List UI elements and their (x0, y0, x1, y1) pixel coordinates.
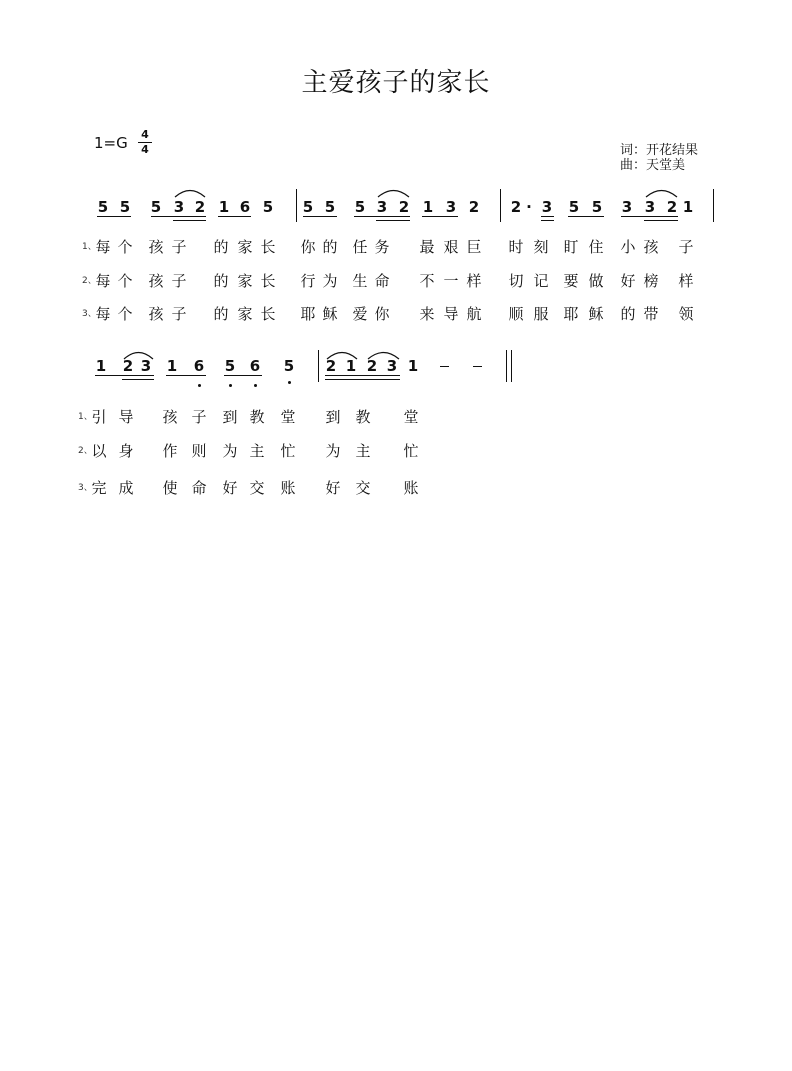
lyric-char: 完 (91, 479, 107, 497)
jianpu-note: 5 (262, 198, 274, 216)
lyric-char: 的 (322, 238, 338, 256)
lyric-char: 为 (222, 442, 238, 460)
lyric-char: 主 (249, 442, 265, 460)
beam-underline (568, 216, 604, 217)
lyric-char: 命 (191, 479, 207, 497)
lyric-char: 到 (325, 408, 341, 426)
lyric-char: 引 (91, 408, 107, 426)
lyric-char: 样 (466, 272, 482, 290)
jianpu-note: · (526, 198, 532, 216)
jianpu-note: 2 (122, 357, 134, 375)
lyric-char: 稣 (588, 305, 604, 323)
lyric-char: 爱 (352, 305, 368, 323)
jianpu-note: 2 (468, 198, 480, 216)
jianpu-note: 1 (95, 357, 107, 375)
verse-number: 3、 (78, 483, 93, 493)
lyric-char: 个 (117, 272, 133, 290)
lyric-char: 长 (260, 272, 276, 290)
jianpu-note: 1 (218, 198, 230, 216)
lyric-char: 务 (374, 238, 390, 256)
verse-number: 1、 (82, 242, 97, 252)
lyric-char: 到 (222, 408, 238, 426)
jianpu-note: 3 (644, 198, 656, 216)
lyric-char: 的 (620, 305, 636, 323)
beam-underline (541, 216, 554, 217)
verse-number: 2、 (82, 276, 97, 286)
lyric-char: 子 (171, 305, 187, 323)
jianpu-note: 2 (194, 198, 206, 216)
barline (296, 189, 297, 222)
jianpu-note: 2 (366, 357, 378, 375)
slur-arc (123, 345, 154, 357)
lyric-char: 时 (508, 238, 524, 256)
verse-number: 1、 (78, 412, 93, 422)
lyric-char: 领 (678, 305, 694, 323)
slur-arc (174, 183, 206, 195)
jianpu-note: 1 (422, 198, 434, 216)
lyric-char: 榜 (643, 272, 659, 290)
sustain-dash (440, 366, 449, 367)
jianpu-note: 5 (150, 198, 162, 216)
lyric-char: 忙 (403, 442, 419, 460)
lyric-char: 作 (162, 442, 178, 460)
lyric-char: 子 (191, 408, 207, 426)
lyric-char: 个 (117, 238, 133, 256)
lyric-char: 一 (443, 272, 459, 290)
jianpu-note: 1 (166, 357, 178, 375)
jianpu-note: 5 (302, 198, 314, 216)
lyric-char: 带 (643, 305, 659, 323)
lyric-char: 生 (352, 272, 368, 290)
octave-dot (254, 384, 257, 387)
song-title: 主爱孩子的家长 (301, 68, 491, 98)
lyric-char: 的 (213, 272, 229, 290)
lyric-char: 账 (280, 479, 296, 497)
lyric-char: 身 (118, 442, 134, 460)
jianpu-note: 6 (239, 198, 251, 216)
lyric-char: 任 (352, 238, 368, 256)
beam-underline (541, 220, 554, 221)
beam-underline (354, 216, 410, 217)
lyric-char: 个 (117, 305, 133, 323)
jianpu-note: 6 (249, 357, 261, 375)
lyric-char: 子 (678, 238, 694, 256)
octave-dot (229, 384, 232, 387)
lyric-char: 切 (508, 272, 524, 290)
lyric-char: 做 (588, 272, 604, 290)
lyric-char: 耶 (563, 305, 579, 323)
lyric-char: 命 (374, 272, 390, 290)
lyric-char: 家 (237, 238, 253, 256)
jianpu-note: 1 (345, 357, 357, 375)
composer-credit: 曲：天堂美 (620, 158, 686, 173)
lyric-char: 孩 (148, 238, 164, 256)
beam-underline (376, 220, 410, 221)
lyric-char: 艰 (443, 238, 459, 256)
beam-underline (173, 220, 206, 221)
beam-underline (621, 216, 678, 217)
beam-underline (224, 375, 262, 376)
lyric-char: 你 (300, 238, 316, 256)
lyric-char: 子 (171, 272, 187, 290)
jianpu-note: 5 (591, 198, 603, 216)
octave-dot (288, 381, 291, 384)
lyric-char: 教 (249, 408, 265, 426)
lyric-char: 孩 (643, 238, 659, 256)
jianpu-note: 1 (682, 198, 694, 216)
beam-underline (218, 216, 251, 217)
lyric-char: 你 (374, 305, 390, 323)
lyric-char: 长 (260, 238, 276, 256)
beam-underline (325, 375, 400, 376)
barline (318, 350, 319, 382)
jianpu-note: 2 (510, 198, 522, 216)
lyricist-credit: 词：开花结果 (620, 143, 699, 158)
lyric-char: 来 (419, 305, 435, 323)
beam-underline (325, 379, 400, 380)
lyric-char: 好 (325, 479, 341, 497)
lyric-char: 堂 (403, 408, 419, 426)
lyric-char: 交 (249, 479, 265, 497)
jianpu-note: 5 (324, 198, 336, 216)
lyric-char: 家 (237, 272, 253, 290)
slur-arc (645, 183, 678, 195)
jianpu-note: 3 (140, 357, 152, 375)
lyric-char: 记 (533, 272, 549, 290)
lyric-char: 每 (95, 272, 111, 290)
lyric-char: 成 (118, 479, 134, 497)
lyric-char: 顺 (508, 305, 524, 323)
jianpu-note: 3 (376, 198, 388, 216)
jianpu-note: 5 (224, 357, 236, 375)
lyric-char: 的 (213, 238, 229, 256)
beam-underline (95, 375, 154, 376)
verse-number: 2、 (78, 446, 93, 456)
verse-number: 3、 (82, 309, 97, 319)
sustain-dash (473, 366, 482, 367)
lyric-char: 家 (237, 305, 253, 323)
lyric-char: 行 (300, 272, 316, 290)
beam-underline (303, 216, 337, 217)
lyric-char: 最 (419, 238, 435, 256)
lyric-char: 使 (162, 479, 178, 497)
slur-arc (367, 345, 400, 357)
lyric-char: 航 (466, 305, 482, 323)
jianpu-note: 5 (283, 357, 295, 375)
barline (713, 189, 714, 222)
jianpu-note: 5 (568, 198, 580, 216)
jianpu-note: 3 (445, 198, 457, 216)
lyric-char: 则 (191, 442, 207, 460)
barline (511, 350, 512, 382)
beam-underline (422, 216, 458, 217)
lyric-char: 服 (533, 305, 549, 323)
lyric-char: 孩 (162, 408, 178, 426)
lyric-char: 子 (171, 238, 187, 256)
lyric-char: 刻 (533, 238, 549, 256)
octave-dot (198, 384, 201, 387)
beam-underline (644, 220, 678, 221)
lyric-char: 好 (620, 272, 636, 290)
slur-arc (326, 345, 358, 357)
lyric-char: 长 (260, 305, 276, 323)
lyric-char: 住 (588, 238, 604, 256)
lyric-char: 导 (118, 408, 134, 426)
beam-underline (166, 375, 206, 376)
time-signature-bottom: 4 (141, 143, 149, 156)
jianpu-note: 3 (621, 198, 633, 216)
lyric-char: 好 (222, 479, 238, 497)
barline (500, 189, 501, 222)
jianpu-note: 6 (193, 357, 205, 375)
jianpu-note: 1 (407, 357, 419, 375)
lyric-char: 每 (95, 305, 111, 323)
jianpu-note: 3 (386, 357, 398, 375)
lyric-char: 孩 (148, 272, 164, 290)
lyric-char: 不 (419, 272, 435, 290)
lyric-char: 孩 (148, 305, 164, 323)
jianpu-note: 3 (541, 198, 553, 216)
jianpu-note: 5 (119, 198, 131, 216)
lyric-char: 巨 (466, 238, 482, 256)
lyric-char: 盯 (563, 238, 579, 256)
lyric-char: 教 (355, 408, 371, 426)
jianpu-note: 2 (325, 357, 337, 375)
time-signature-top: 4 (141, 128, 149, 141)
beam-underline (151, 216, 206, 217)
time-signature (138, 129, 152, 156)
beam-underline (97, 216, 131, 217)
lyric-char: 稣 (322, 305, 338, 323)
lyric-char: 耶 (300, 305, 316, 323)
key-signature: 1=G (94, 134, 128, 152)
lyric-char: 账 (403, 479, 419, 497)
barline (506, 350, 507, 382)
slur-arc (377, 183, 410, 195)
jianpu-note: 5 (354, 198, 366, 216)
jianpu-note: 2 (666, 198, 678, 216)
lyric-char: 要 (563, 272, 579, 290)
jianpu-note: 5 (97, 198, 109, 216)
lyric-char: 忙 (280, 442, 296, 460)
lyric-char: 的 (213, 305, 229, 323)
lyric-char: 每 (95, 238, 111, 256)
lyric-char: 小 (620, 238, 636, 256)
lyric-char: 为 (322, 272, 338, 290)
lyric-char: 以 (91, 442, 107, 460)
jianpu-note: 3 (173, 198, 185, 216)
lyric-char: 样 (678, 272, 694, 290)
lyric-char: 主 (355, 442, 371, 460)
jianpu-note: 2 (398, 198, 410, 216)
lyric-char: 为 (325, 442, 341, 460)
lyric-char: 交 (355, 479, 371, 497)
lyric-char: 导 (443, 305, 459, 323)
beam-underline (122, 379, 154, 380)
lyric-char: 堂 (280, 408, 296, 426)
